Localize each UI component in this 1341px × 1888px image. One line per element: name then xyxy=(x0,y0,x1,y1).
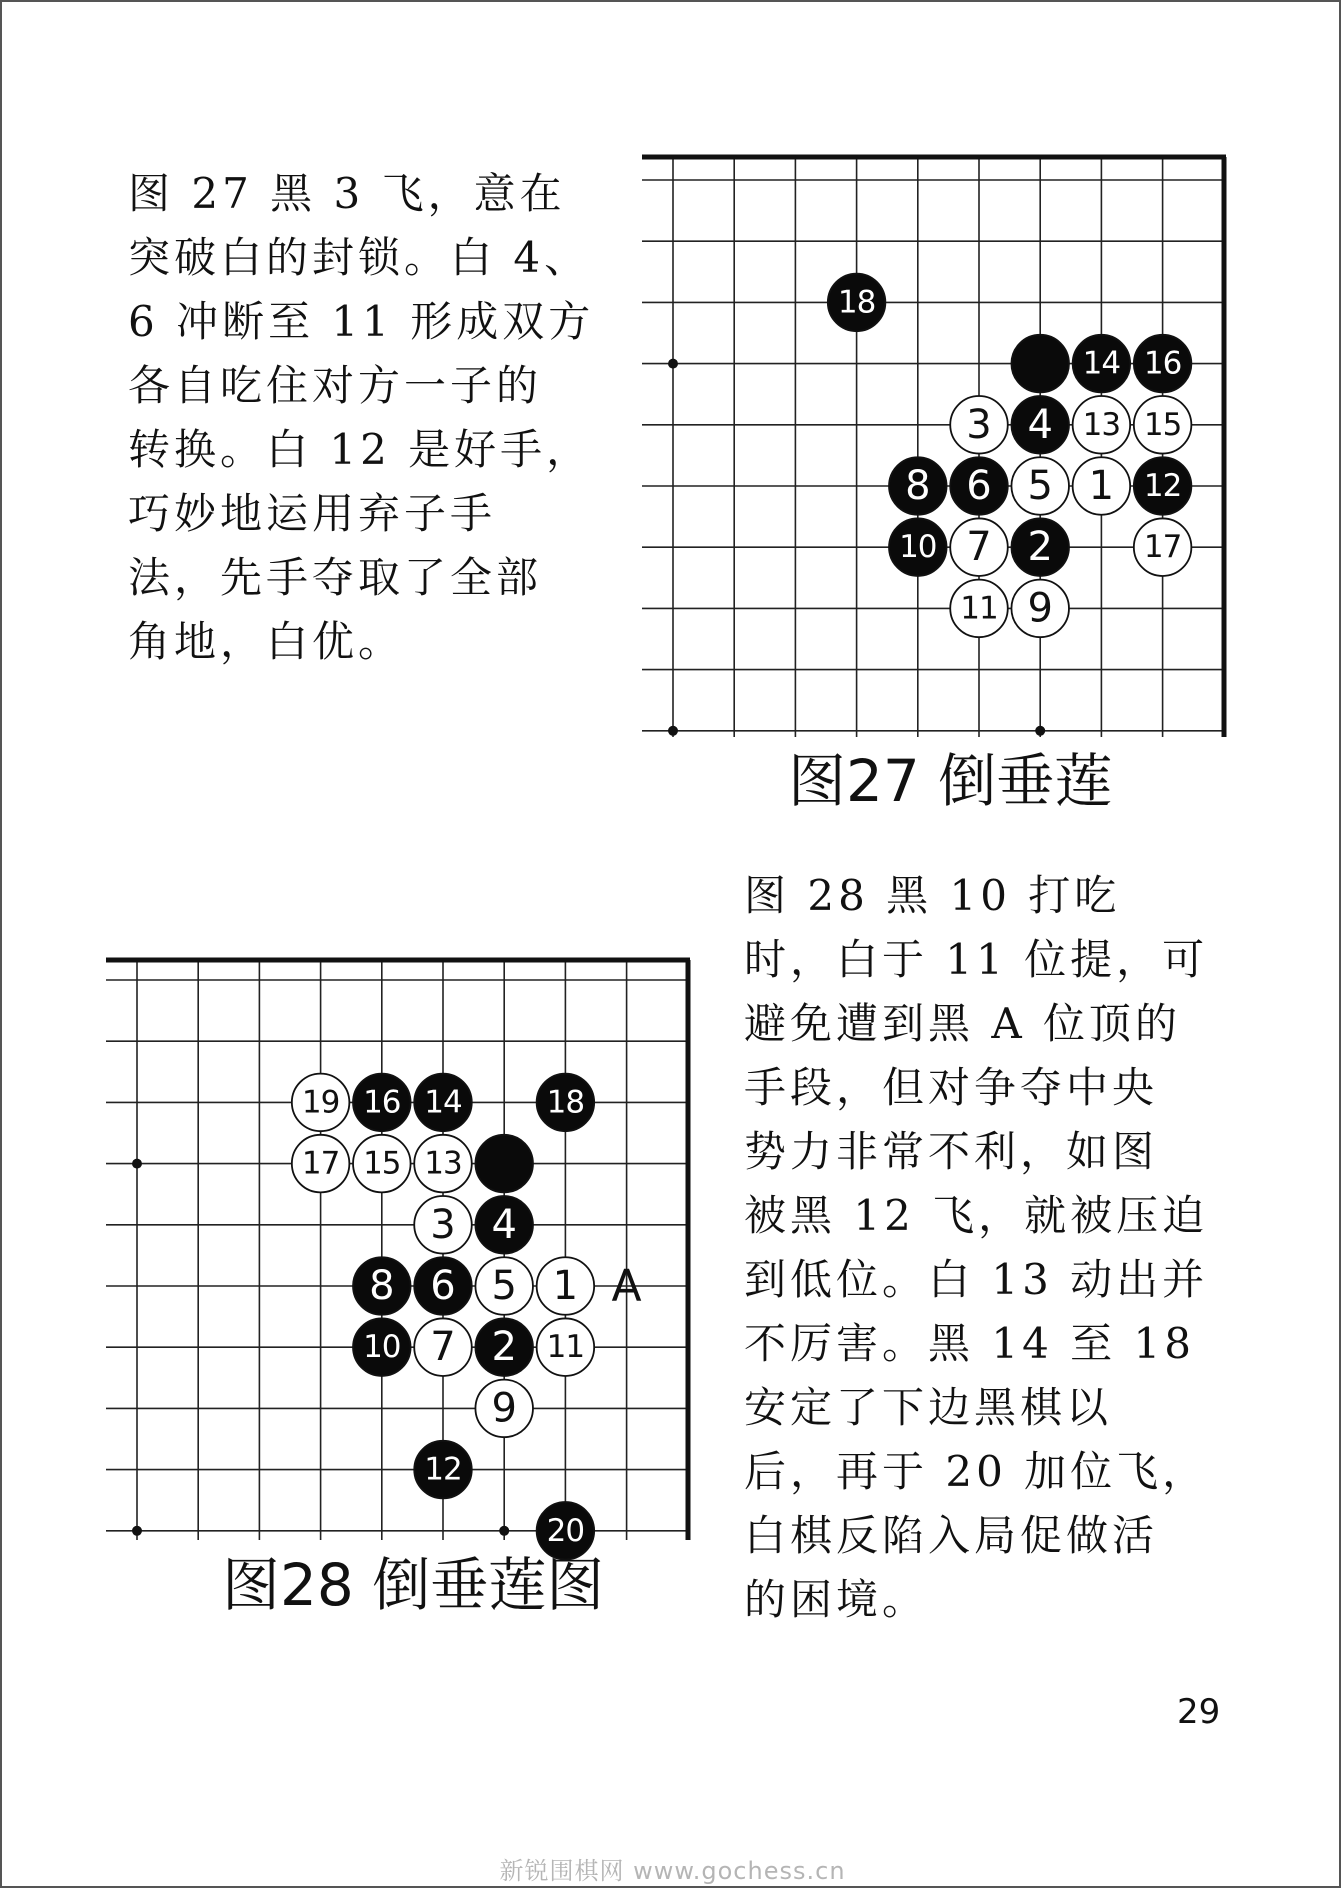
move-number: 15 xyxy=(363,1145,401,1182)
grid-lines xyxy=(106,960,688,1540)
move-number: 14 xyxy=(424,1084,462,1121)
commentary-line: 被黑 12 飞，就被压迫 xyxy=(744,1191,1209,1240)
move-number: 18 xyxy=(837,284,876,321)
move-number: 11 xyxy=(960,590,998,627)
commentary-line: 避免遭到黑 A 位顶的 xyxy=(744,999,1182,1048)
commentary-line: 法，先手夺取了全部 xyxy=(128,553,543,602)
move-number: 7 xyxy=(966,524,992,571)
move-number: 10 xyxy=(899,529,937,566)
commentary-line: 巧妙地运用弃子手 xyxy=(128,489,497,538)
black-stone xyxy=(537,1074,595,1132)
move-number: 11 xyxy=(546,1329,585,1366)
commentary-line: 图 28 黑 10 打吃 xyxy=(744,871,1121,920)
white-stone xyxy=(292,1135,350,1193)
commentary-line: 的困境。 xyxy=(744,1575,929,1624)
commentary-line: 6 冲断至 11 形成双方 xyxy=(128,297,595,346)
commentary-line: 安定了下边黑棋以 xyxy=(744,1383,1113,1432)
move-number: 6 xyxy=(430,1263,456,1309)
commentary-line: 图 27 黑 3 飞，意在 xyxy=(128,169,566,218)
move-number: 2 xyxy=(491,1324,517,1371)
move-number: 15 xyxy=(1143,406,1182,443)
stone-disc xyxy=(475,1135,533,1193)
figure-28-caption: 图28 倒垂莲图 xyxy=(222,1551,605,1619)
black-stone xyxy=(475,1196,533,1254)
white-stone xyxy=(475,1257,533,1315)
move-number: 9 xyxy=(491,1385,517,1432)
move-number: 4 xyxy=(1027,401,1053,448)
commentary-line: 角地，白优。 xyxy=(128,617,405,666)
move-number: 17 xyxy=(301,1145,340,1182)
white-stone xyxy=(414,1196,472,1254)
black-stone xyxy=(414,1441,472,1499)
move-number: 6 xyxy=(966,463,992,509)
black-stone xyxy=(353,1318,411,1376)
star-point xyxy=(132,1159,142,1169)
move-number: 7 xyxy=(430,1324,456,1371)
move-number: 1 xyxy=(1088,463,1115,509)
commentary-line: 各自吃住对方一子的 xyxy=(128,361,543,410)
move-number: 8 xyxy=(369,1263,395,1309)
figure-28-commentary xyxy=(744,864,1208,1632)
commentary-line: 不厉害。黑 14 至 18 xyxy=(744,1319,1195,1368)
move-number: 18 xyxy=(546,1084,585,1121)
commentary-line: 白棋反陷入局促做活 xyxy=(744,1511,1159,1560)
move-number: 17 xyxy=(1143,529,1182,566)
black-stone xyxy=(414,1074,472,1132)
commentary-line: 转换。白 12 是好手， xyxy=(128,425,593,474)
move-number: 5 xyxy=(1027,463,1053,509)
move-number: 3 xyxy=(966,401,992,448)
position-marker-label: A xyxy=(611,1260,642,1312)
black-stone xyxy=(414,1257,472,1315)
move-number: 13 xyxy=(424,1145,462,1182)
watermark: 新锐围棋网 www.gochess.cn xyxy=(499,1857,846,1885)
star-point xyxy=(132,1526,142,1536)
move-number: 8 xyxy=(905,463,931,509)
white-stone xyxy=(414,1318,472,1376)
figure-27-commentary xyxy=(128,162,594,674)
move-number: 20 xyxy=(546,1512,585,1549)
commentary-line: 时，白于 11 位提，可 xyxy=(744,935,1209,984)
white-stone xyxy=(475,1380,533,1438)
move-number: 10 xyxy=(363,1329,401,1366)
commentary-line: 后，再于 20 加位飞， xyxy=(744,1447,1209,1496)
move-number: 19 xyxy=(301,1084,340,1121)
black-stone xyxy=(475,1318,533,1376)
commentary-line: 到低位。白 13 动出并 xyxy=(744,1255,1209,1304)
star-point xyxy=(499,1526,509,1536)
commentary-line: 势力非常不利，如图 xyxy=(744,1127,1159,1176)
figure-27-caption: 图27 倒垂莲 xyxy=(788,747,1113,815)
white-stone xyxy=(353,1135,411,1193)
move-number: 14 xyxy=(1082,345,1121,382)
move-number: 16 xyxy=(363,1084,401,1121)
move-number: 12 xyxy=(1143,468,1182,504)
move-number: 5 xyxy=(491,1263,517,1309)
white-stone xyxy=(292,1074,350,1132)
move-number: 12 xyxy=(424,1451,462,1488)
black-stone xyxy=(353,1257,411,1315)
move-number: 13 xyxy=(1082,406,1121,443)
move-number: 16 xyxy=(1143,345,1182,382)
white-stone xyxy=(537,1257,595,1315)
black-stone xyxy=(475,1135,533,1193)
page-number: 29 xyxy=(1177,1692,1221,1732)
move-number: 1 xyxy=(552,1263,579,1309)
black-stone xyxy=(353,1074,411,1132)
commentary-line: 手段，但对争夺中央 xyxy=(744,1063,1159,1112)
move-number: 4 xyxy=(491,1201,517,1248)
white-stone xyxy=(537,1318,595,1376)
move-number: 3 xyxy=(430,1201,456,1248)
white-stone xyxy=(414,1135,472,1193)
commentary-line: 突破白的封锁。白 4、 xyxy=(128,233,591,282)
move-number: 2 xyxy=(1027,524,1053,571)
move-number: 9 xyxy=(1027,585,1053,632)
